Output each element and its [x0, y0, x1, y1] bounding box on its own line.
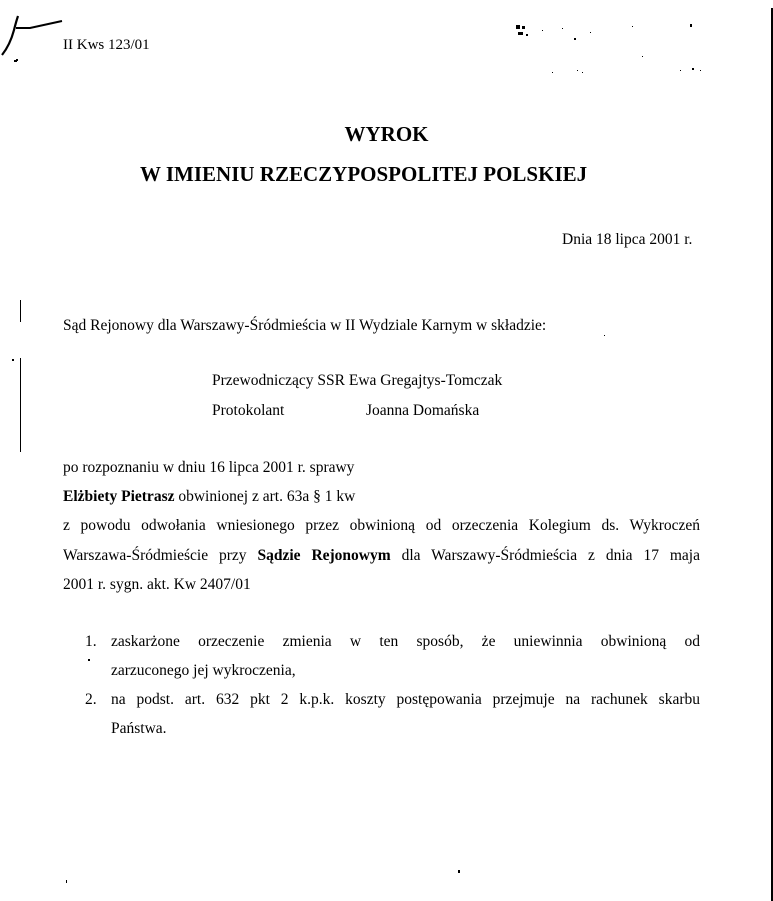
- appeal-text: dla Warszawy-Śródmieścia z dnia 17 maja: [390, 547, 700, 564]
- court-name-bold: Sądzie Rejonowym: [257, 547, 391, 564]
- ruling-text: Państwa.: [111, 720, 167, 737]
- accused-name: Elżbiety Pietrasz: [63, 488, 175, 505]
- appeal-line: [63, 548, 700, 564]
- clerk-name: Joanna Domańska: [366, 402, 480, 419]
- court-composition-intro: Sąd Rejonowy dla Warszawy-Śródmieścia w II Wydziale Karnym w składzie:: [63, 317, 547, 334]
- left-margin-line: [20, 300, 21, 322]
- ruling-number: 1.: [85, 633, 97, 650]
- accused-charge: obwinionej z art. 63a § 1 kw: [174, 488, 356, 505]
- ruling-text: zaskarżone orzeczenie zmienia w ten sposób, że uniewinnia obwinioną od: [111, 633, 700, 650]
- scan-speck: [88, 659, 90, 661]
- scan-speck: [66, 880, 67, 883]
- scan-speck: [604, 335, 605, 336]
- appeal-line: 2001 r. sygn. akt. Kw 2407/01: [63, 576, 251, 593]
- appeal-text: Warszawa-Śródmieście przy: [63, 547, 258, 564]
- faded-stamp: [512, 20, 712, 80]
- scan-speck: [12, 359, 14, 361]
- signature-mark-icon: [0, 10, 70, 65]
- scan-speck: [16, 59, 18, 61]
- case-number: II Kws 123/01: [63, 37, 150, 53]
- left-margin-line: [20, 358, 21, 452]
- clerk-label: Protokolant: [212, 402, 285, 419]
- appeal-line: z powodu odwołania wniesionego przez obwinioną od orzeczenia Kolegium ds. Wykroczeń: [63, 517, 700, 534]
- ruling-number: 2.: [85, 691, 97, 708]
- ruling-text: na podst. art. 632 pkt 2 k.p.k. koszty postępowania przejmuje na rachunek skarbu: [111, 691, 700, 708]
- hearing-statement: po rozpoznaniu w dniu 16 lipca 2001 r. sprawy: [63, 459, 355, 476]
- judgment-date: Dnia 18 lipca 2001 r.: [562, 231, 693, 248]
- ruling-text: zarzuconego jej wykroczenia,: [111, 662, 296, 679]
- document-subtitle: W IMIENIU RZECZYPOSPOLITEJ POLSKIEJ: [140, 162, 588, 186]
- presiding-judge: Przewodniczący SSR Ewa Gregajtys-Tomczak: [212, 372, 503, 389]
- scan-speck: [458, 870, 460, 873]
- accused-statement: [63, 489, 355, 505]
- document-title: WYROK: [344, 122, 429, 146]
